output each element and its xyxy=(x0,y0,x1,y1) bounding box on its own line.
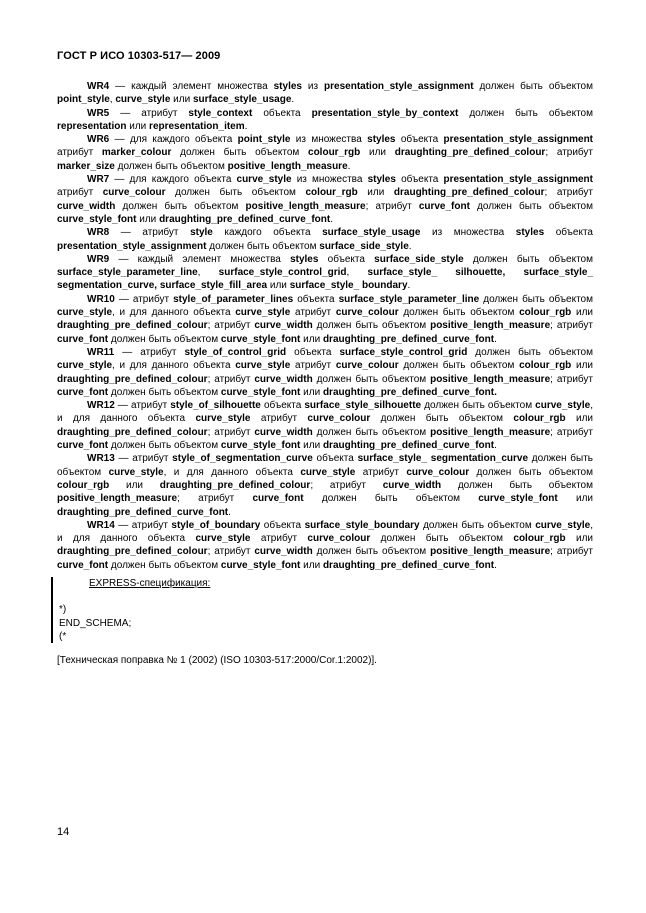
entity-name: WR12 xyxy=(87,400,115,412)
entity-name: curve_width xyxy=(382,479,442,491)
rule-paragraph xyxy=(57,519,593,572)
entity-name: colour_rgb xyxy=(305,187,358,199)
entity-name: surface_style_ boundary xyxy=(289,280,408,292)
rule-text: , и для данного объекта xyxy=(163,466,301,478)
rule-text: объекта xyxy=(293,293,339,305)
entity-name: WR13 xyxy=(87,453,115,465)
entity-name: marker_colour xyxy=(101,147,172,159)
rule-text: или xyxy=(571,307,593,319)
rule-text: . xyxy=(494,440,497,452)
rule-text: должен быть объектом xyxy=(467,346,593,358)
entity-name: positive_length_measure xyxy=(430,546,551,558)
entity-name: WR10 xyxy=(87,293,115,305)
entity-name: curve_style xyxy=(235,360,291,372)
rule-text: ; атрибут xyxy=(545,147,594,159)
entity-name: draughting_pre_defined_curve_font xyxy=(322,440,495,452)
entity-name: point_style xyxy=(237,134,291,146)
rule-text: должен быть объектом xyxy=(165,187,306,199)
rule-text: из множества xyxy=(291,174,368,186)
entity-name: WR7 xyxy=(87,174,110,186)
entity-name: curve_font xyxy=(252,493,304,505)
entity-name: curve_style xyxy=(535,400,591,412)
rule-text: должен быть объектом xyxy=(398,307,520,319)
rule-text: должен быть объектом xyxy=(370,413,514,425)
entity-name: styles xyxy=(367,134,396,146)
entity-name: curve_colour xyxy=(406,466,470,478)
rule-text: ; атрибут xyxy=(207,320,255,332)
rule-text: . xyxy=(407,280,411,292)
rule-text: . xyxy=(330,213,333,225)
rule-text: ; атрибут xyxy=(177,493,253,505)
rule-text: должен быть объектом xyxy=(312,373,431,385)
rule-text: должен быть объектом xyxy=(421,400,536,412)
entity-name: curve_style xyxy=(236,174,292,186)
entity-name: representation xyxy=(57,120,127,132)
rule-text: или xyxy=(126,120,150,132)
entity-name: curve_width xyxy=(57,200,116,212)
rule-text: . xyxy=(408,240,412,252)
entity-name: representation_item xyxy=(149,120,245,132)
rule-text: или xyxy=(109,479,160,491)
rule-text: , и для данного объекта xyxy=(112,307,236,319)
rule-text: — для каждого объекта xyxy=(109,134,238,146)
entity-name: curve_style_font xyxy=(478,493,558,505)
rule-text: — атрибут xyxy=(114,519,172,531)
rule-text: должен быть объектом xyxy=(458,107,593,119)
express-label: EXPRESS-спецификация: xyxy=(89,578,211,589)
rule-paragraph xyxy=(57,173,593,226)
rule-text: или xyxy=(557,493,593,505)
entity-name: draughting_pre_defined_curve_font. xyxy=(322,386,497,398)
entity-name: curve_width xyxy=(254,320,313,332)
entity-name: curve_width xyxy=(254,373,313,385)
rule-text: должен быть объектом xyxy=(312,426,431,438)
rule-text: должен быть объектом xyxy=(469,466,593,478)
rule-text: , и для данного объекта xyxy=(57,400,593,425)
rule-text: — атрибут xyxy=(114,453,173,465)
entity-name: curve_style xyxy=(57,307,113,319)
rule-text: атрибут xyxy=(57,187,103,199)
entity-name: draughting_pre_defined_colour xyxy=(394,147,546,159)
express-code xyxy=(59,603,359,643)
entity-name: surface_side_style xyxy=(374,253,464,265)
rule-text: или xyxy=(300,559,323,571)
entity-name: styles xyxy=(515,227,545,239)
entity-name: curve_style xyxy=(300,466,356,478)
rule-text: , xyxy=(109,94,116,106)
rule-text: , xyxy=(346,267,368,279)
rule-text: из множества xyxy=(290,134,368,146)
entity-name: colour_rgb xyxy=(57,479,110,491)
technical-amendment-note: [Техническая поправка № 1 (2002) (ISO 10303-517:2000/Cor.1:2002)]. xyxy=(57,655,377,666)
rule-text: должен быть объектом xyxy=(108,333,221,345)
rule-text: объекта xyxy=(260,400,305,412)
rule-text: — атрибут xyxy=(109,227,191,239)
rule-text: или xyxy=(360,147,395,159)
rule-text: объекта xyxy=(252,107,312,119)
entity-name: surface_side_style xyxy=(319,240,409,252)
entity-name: WR14 xyxy=(87,519,115,531)
rule-text: из множества xyxy=(420,227,516,239)
entity-name: draughting_pre_defined_colour xyxy=(57,426,208,438)
entity-name: curve_colour xyxy=(102,187,166,199)
entity-name: surface_style_control_grid xyxy=(339,346,468,358)
rule-text: . xyxy=(228,506,231,518)
rule-text: должен быть объектом xyxy=(206,240,320,252)
rule-text: из xyxy=(301,81,325,92)
entity-name: curve_style xyxy=(108,466,164,478)
rule-paragraph xyxy=(57,293,593,346)
entity-name: colour_rgb xyxy=(513,413,566,425)
rule-text: должен быть объектом xyxy=(441,479,593,491)
rule-text: ; атрибут xyxy=(550,546,594,558)
rules-body xyxy=(57,80,593,572)
rule-text: должен быть объектом xyxy=(108,559,221,571)
express-block xyxy=(51,577,359,643)
entity-name: WR8 xyxy=(87,227,110,239)
rule-paragraph xyxy=(57,80,593,107)
rule-text: ; атрибут xyxy=(310,479,383,491)
entity-name: WR11 xyxy=(87,346,115,358)
rule-text: ; атрибут xyxy=(544,187,593,199)
rule-text: должен быть объектом xyxy=(108,386,221,398)
rule-text: или xyxy=(300,333,323,345)
rule-text: ; атрибут xyxy=(550,373,594,385)
entity-name: curve_style_font xyxy=(220,440,301,452)
rule-text: объекта xyxy=(544,227,593,239)
rule-text: должен быть объектом xyxy=(469,200,593,212)
entity-name: draughting_pre_defined_curve_font xyxy=(322,559,495,571)
rule-paragraph xyxy=(57,346,593,399)
entity-name: surface_style_parameter_line xyxy=(57,267,198,279)
code-line: (* xyxy=(59,630,67,642)
rule-text: или xyxy=(571,360,593,372)
rule-text: — каждый элемент множества xyxy=(109,81,274,92)
entity-name: WR9 xyxy=(87,253,110,265)
rule-text: атрибут xyxy=(250,413,308,425)
rule-text: . xyxy=(244,120,248,132)
rule-text: атрибут xyxy=(290,360,336,372)
entity-name: surface_style_parameter_line xyxy=(338,293,480,305)
entity-name: styles xyxy=(290,253,319,265)
entity-name: positive_length_measure xyxy=(245,200,366,212)
rule-text: должен быть объектом xyxy=(370,533,514,545)
code-line: *) xyxy=(59,604,67,616)
rule-text: . xyxy=(494,333,497,345)
entity-name: surface_style_ silhouette, surface_style_ segmentation_curve, surface_style_fill_area xyxy=(57,267,594,292)
rule-text: должен быть объектом xyxy=(398,360,520,372)
entity-name: curve_font xyxy=(418,200,470,212)
entity-name: positive_length_measure xyxy=(430,373,551,385)
entity-name: positive_length_measure xyxy=(430,426,551,438)
rule-text: должен быть объектом xyxy=(463,253,593,265)
entity-name: curve_colour xyxy=(335,360,399,372)
rule-text: должен быть объектом xyxy=(303,493,479,505)
rule-text: должен быть объектом xyxy=(312,320,431,332)
entity-name: presentation_style_assignment xyxy=(324,81,474,92)
rule-text: или xyxy=(357,187,394,199)
entity-name: colour_rgb xyxy=(513,533,566,545)
rule-text: — атрибут xyxy=(109,107,189,119)
entity-name: colour_rgb xyxy=(308,147,361,159)
entity-name: presentation_style_assignment xyxy=(443,174,593,186)
entity-name: style_of_control_grid xyxy=(184,346,287,358)
entity-name: curve_style xyxy=(195,533,251,545)
code-line: END_SCHEMA; xyxy=(59,617,132,629)
entity-name: curve_colour xyxy=(307,533,371,545)
rule-text: должен быть объектом xyxy=(114,160,228,172)
rule-text: , и для данного объекта xyxy=(57,519,594,545)
rule-text: . xyxy=(347,160,351,172)
entity-name: draughting_pre_defined_colour xyxy=(393,187,545,199)
rule-text: должен быть объектом xyxy=(57,453,594,478)
entity-name: curve_font xyxy=(57,440,109,452)
rule-text: объекта xyxy=(395,134,444,146)
rule-text: . xyxy=(494,559,497,571)
entity-name: presentation_style_assignment xyxy=(443,134,594,146)
entity-name: colour_rgb xyxy=(519,307,572,319)
entity-name: draughting_pre_defined_colour xyxy=(57,320,208,332)
rule-text: или xyxy=(300,440,323,452)
rule-text: должен быть объектом xyxy=(479,293,593,305)
rule-paragraph xyxy=(57,253,593,293)
rule-text: объекта xyxy=(395,174,444,186)
rule-paragraph xyxy=(57,399,593,452)
entity-name: WR6 xyxy=(87,134,110,146)
entity-name: curve_font xyxy=(57,333,109,345)
entity-name: surface_style_control_grid xyxy=(218,267,347,279)
entity-name: style xyxy=(190,227,213,239)
rule-text: должен быть объектом xyxy=(115,200,246,212)
entity-name: draughting_pre_defined_colour xyxy=(159,479,311,491)
rule-text: должен быть объектом xyxy=(473,81,593,92)
entity-name: style_context xyxy=(188,107,253,119)
entity-name: style_of_segmentation_curve xyxy=(172,453,313,465)
rule-text: ; атрибут xyxy=(207,373,255,385)
rule-text: должен быть объектом xyxy=(312,546,431,558)
entity-name: surface_style_usage xyxy=(322,227,421,239)
rule-text: — атрибут xyxy=(114,293,174,305)
entity-name: surface_style_boundary xyxy=(304,519,420,531)
rule-text: атрибут xyxy=(355,466,407,478)
rule-text: , xyxy=(197,267,219,279)
entity-name: draughting_pre_defined_curve_font xyxy=(322,333,495,345)
rule-text: — атрибут xyxy=(114,400,171,412)
rule-text: или xyxy=(565,413,594,425)
entity-name: curve_style_font xyxy=(220,333,301,345)
entity-name: style_of_silhouette xyxy=(170,400,261,412)
rule-paragraph xyxy=(57,133,593,173)
entity-name: draughting_pre_defined_curve_font xyxy=(57,506,229,518)
rule-text: , и для данного объекта xyxy=(112,360,236,372)
rule-text: объекта xyxy=(318,253,375,265)
entity-name: curve_colour xyxy=(335,307,399,319)
page-number: 14 xyxy=(57,826,70,838)
entity-name: curve_style_font xyxy=(220,386,301,398)
entity-name: positive_length_measure xyxy=(430,320,551,332)
entity-name: curve_width xyxy=(254,426,313,438)
entity-name: curve_style xyxy=(535,519,591,531)
rule-text: — каждый элемент множества xyxy=(109,253,291,265)
rule-text: ; атрибут xyxy=(207,546,255,558)
entity-name: WR5 xyxy=(87,107,110,119)
entity-name: curve_style_font xyxy=(57,213,137,225)
rule-text: или xyxy=(565,533,594,545)
entity-name: point_style xyxy=(57,94,110,106)
entity-name: curve_colour xyxy=(307,413,371,425)
rule-text: или xyxy=(170,94,193,106)
entity-name: curve_style xyxy=(195,413,251,425)
entity-name: surface_style_silhouette xyxy=(304,400,422,412)
rule-text: атрибут xyxy=(57,147,102,159)
entity-name: draughting_pre_defined_curve_font xyxy=(159,213,331,225)
entity-name: draughting_pre_defined_colour xyxy=(57,373,208,385)
rule-text: должен быть объектом xyxy=(108,440,221,452)
rule-text: ; атрибут xyxy=(550,426,594,438)
rule-text: — для каждого объекта xyxy=(109,174,237,186)
entity-name: curve_style xyxy=(115,94,171,106)
entity-name: colour_rgb xyxy=(519,360,572,372)
rule-text: . xyxy=(291,94,295,106)
rule-text: должен быть объектом xyxy=(171,147,309,159)
entity-name: presentation_style_by_context xyxy=(311,107,459,119)
rule-text: — атрибут xyxy=(114,346,185,358)
entity-name: curve_style xyxy=(57,360,113,372)
entity-name: presentation_style_assignment xyxy=(57,240,207,252)
rule-text: каждого объекта xyxy=(212,227,323,239)
rule-text: объекта xyxy=(312,453,358,465)
entity-name: curve_style_font xyxy=(220,559,301,571)
entity-name: WR4 xyxy=(87,81,110,92)
entity-name: surface_style_usage xyxy=(192,94,292,106)
entity-name: curve_font xyxy=(57,386,109,398)
entity-name: styles xyxy=(367,174,396,186)
entity-name: style_of_parameter_lines xyxy=(173,293,294,305)
rule-text: атрибут xyxy=(250,533,308,545)
entity-name: surface_style_ segmentation_curve xyxy=(357,453,529,465)
rule-paragraph xyxy=(57,107,593,134)
rule-text: объекта xyxy=(286,346,340,358)
rule-text: или xyxy=(136,213,160,225)
entity-name: positive_length_measure xyxy=(227,160,348,172)
entity-name: curve_width xyxy=(254,546,313,558)
entity-name: marker_size xyxy=(57,160,115,172)
rule-text: ; атрибут xyxy=(550,320,594,332)
entity-name: positive_length_measure xyxy=(57,493,178,505)
rule-text: атрибут xyxy=(290,307,336,319)
rule-text: или xyxy=(267,280,290,292)
entity-name: curve_font xyxy=(57,559,109,571)
rule-text: должен быть объектом xyxy=(419,519,536,531)
entity-name: draughting_pre_defined_colour xyxy=(57,546,208,558)
entity-name: curve_style xyxy=(235,307,291,319)
entity-name: styles xyxy=(273,81,302,92)
rule-text: ; атрибут xyxy=(365,200,419,212)
rule-text: ; атрибут xyxy=(207,426,255,438)
rule-paragraph xyxy=(57,226,593,253)
rule-text: или xyxy=(300,386,323,398)
document-header: ГОСТ Р ИСО 10303-517— 2009 xyxy=(57,50,221,62)
rule-text: объекта xyxy=(260,519,305,531)
entity-name: style_of_boundary xyxy=(171,519,261,531)
rule-paragraph xyxy=(57,452,593,518)
